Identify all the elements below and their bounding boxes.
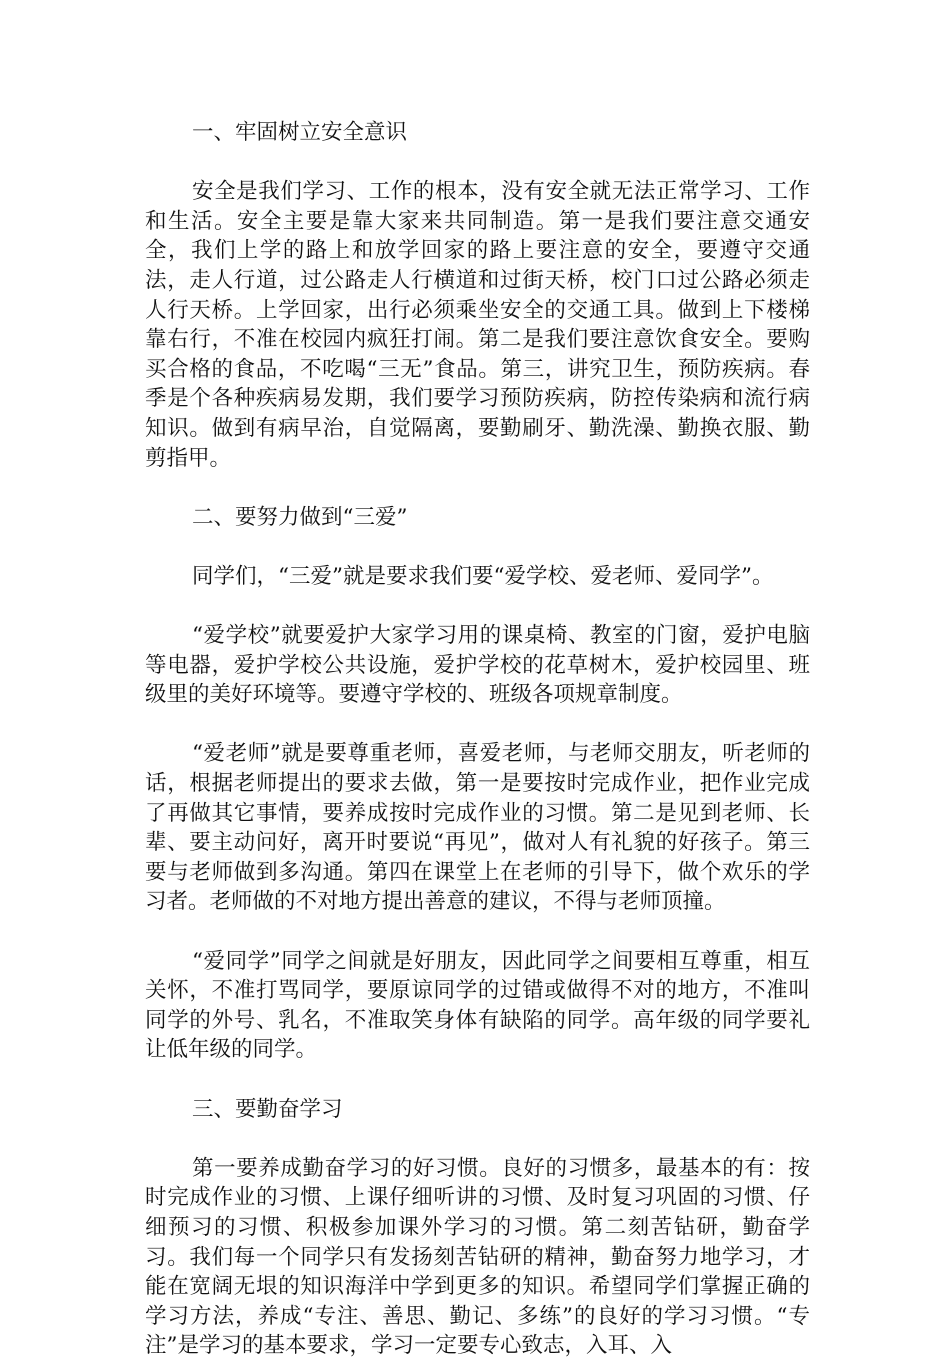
paragraph-gap <box>145 473 810 503</box>
paragraph-gap <box>145 532 810 562</box>
section-heading-safety: 一、牢固树立安全意识 <box>192 120 408 145</box>
section-heading-three-loves: 二、要努力做到“三爱” <box>192 504 408 530</box>
paragraph-safety: 安全是我们学习、工作的根本，没有安全就无法正常学习、工作和生活。安全主要是靠大家来共同制造。第一是我们要注意交通安全，我们上学的路上和放学回家的路上要注意的安全，要遵守交通法，走人行道，过公路走人行横道和过街天桥，校门口过公路必须走人行天桥。上学回家，出行必须乘坐安全的交通工具。做到上下楼梯靠右行，不准在校园内疯狂打闹。第二是我们要注意饮食安全。要购买合格的食品，不吃喝“三无”食品。第三，讲究卫生，预防疾病。春季是个各种疾病易发期，我们要学习预防疾病，防控传染病和流行病知识。做到有病早治，自觉隔离，要勤刷牙、勤洗澡、勤换衣服、勤剪指甲。 <box>145 179 810 471</box>
paragraph-gap <box>145 710 810 740</box>
paragraph-love-teacher: “爱老师”就是要尊重老师，喜爱老师，与老师交朋友，听老师的话，根据老师提出的要求去做，第一是要按时完成作业，把作业完成了再做其它事情，要养成按时完成作业的习惯。第二是见到老师、长辈、要主动问好，离开时要说“再见”，做对人有礼貌的好孩子。第三要与老师做到多沟通。第四在课堂上在老师的引导下，做个欢乐的学习者。老师做的不对地方提出善意的建议，不得与老师顶撞。 <box>145 741 810 915</box>
paragraph-love-classmates: “爱同学”同学之间就是好朋友，因此同学之间要相互尊重，相互关怀，不准打骂同学，要原谅同学的过错或做得不对的地方，不准叫同学的外号、乳名，不准取笑身体有缺陷的同学。高年级的同学要礼让低年级的同学。 <box>145 948 810 1063</box>
section-heading-study: 三、要勤奋学习 <box>192 1096 343 1122</box>
paragraph-gap <box>145 917 810 947</box>
paragraph-love-school: “爱学校”就要爱护大家学习用的课桌椅、教室的门窗，爱护电脑等电器，爱护学校公共设施，爱护学校的花草树木，爱护校园里、班级里的美好环境等。要遵守学校的、班级各项规章制度。 <box>145 623 810 708</box>
paragraph-study: 第一要养成勤奋学习的好习惯。良好的习惯多，最基本的有：按时完成作业的习惯、上课仔细听讲的习惯、及时复习巩固的习惯、仔细预习的习惯、积极参加课外学习的习惯。第二刻苦钻研，勤奋学习。我们每一个同学只有发扬刻苦钻研的精神，勤奋努力地学习，才能在宽阔无垠的知识海洋中学到更多的知识。希望同学们掌握正确的学习方法，养成“专注、善思、勤记、多练”的良好的学习习惯。“专注”是学习的基本要求，学习一定要专心致志，入耳、入 <box>145 1155 810 1359</box>
document-page <box>145 118 810 1361</box>
paragraph-three-loves-intro: 同学们，“三爱”就是要求我们要“爱学校、爱老师、爱同学”。 <box>192 563 774 589</box>
paragraph-gap <box>145 148 810 178</box>
paragraph-gap <box>145 1065 810 1095</box>
paragraph-gap <box>145 1124 810 1154</box>
paragraph-gap <box>145 592 810 622</box>
